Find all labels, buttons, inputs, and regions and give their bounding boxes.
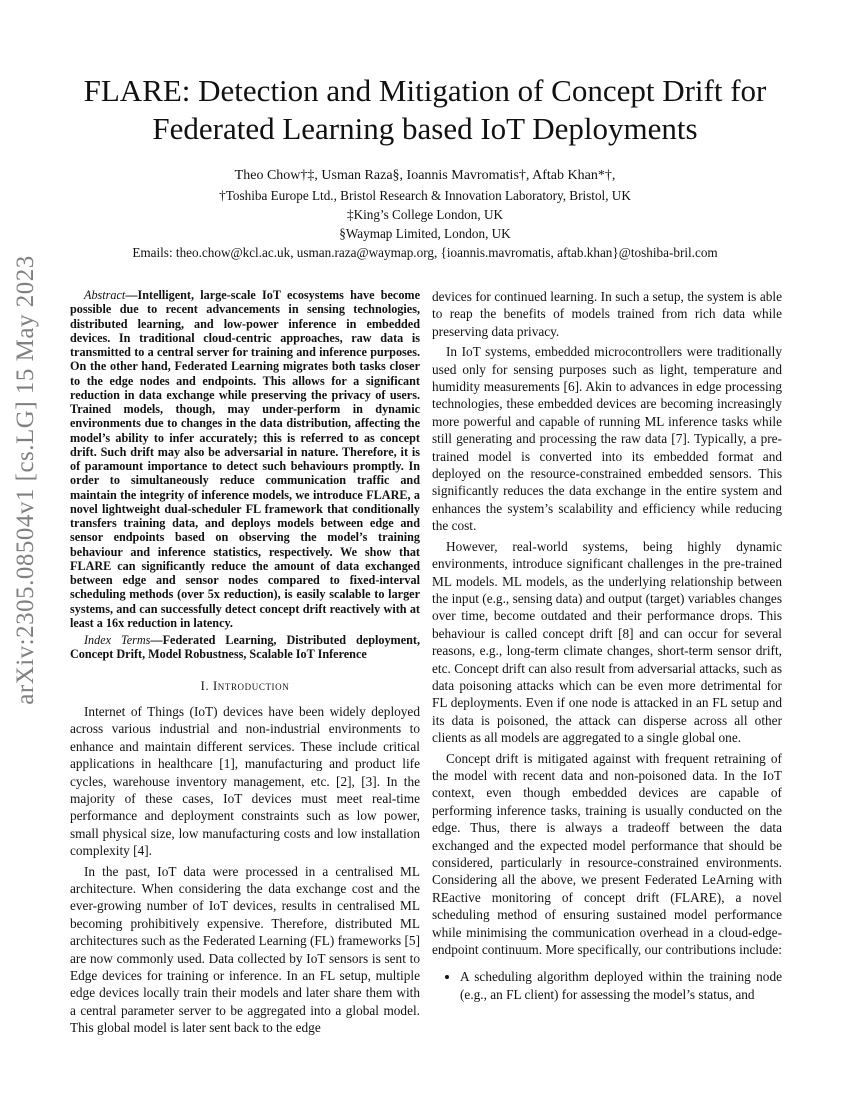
body-paragraph: However, real-world systems, being highly dynamic environments, introduce significant challenges in the pre-trained ML models. ML models, as the underlying relationship between the input (e.g., sensing data) and output (target) variables changes over time, become outdated and their performance drops. This behaviour is called concept drift [8] and can occur for several reasons, e.g., long-term climate changes, short-term sensor drift, etc. Concept drift can also result from adversarial attacks, such as data poisoning attacks which can be even more detrimental for FL deployments. Even if one node is attacked in an FL setup and its data is poisoned, the attack can disperse across all other clients as all models are aggregated to a single global one.: [432, 538, 782, 746]
affiliation-kcl: ‡King’s College London, UK: [346, 207, 504, 222]
author-block: [60, 166, 790, 262]
body-paragraph: Concept drift is mitigated against with frequent retraining of the model with recent data and non-poisoned data. In the IoT context, even though embedded devices are capable of performing inference tasks, training is usually conducted on the edge. Thus, there is always a tradeoff between the data exchanged and the expected model performance that should be considered, particularly in resource-constrained environments. Considering all the above, we present Federated LeArning with REactive monitoring of concept drift (FLARE), a novel scheduling method of ensuring sustained model performance while minimising the communication overhead in a cloud-edge-endpoint continuum. More specifically, our contributions include:: [432, 750, 782, 958]
right-column: [432, 288, 782, 1003]
index-terms: [70, 633, 420, 662]
left-column: [70, 288, 420, 1037]
arxiv-identifier: [4, 255, 48, 705]
abstract-label: Abstract: [84, 288, 126, 302]
intro-paragraph: Internet of Things (IoT) devices have been widely deployed across various industrial and non-industrial environments to enhance and maintain different services. These include critical applications in healthcare [1], manufacturing and product life cycles, warehouse inventory management, etc. [2], [3]. In the majority of these cases, IoT devices must meet real-time performance and deployment constraints such as low power, small physical size, low manufacturing costs and low installation complexity [4].: [70, 703, 420, 859]
index-terms-text: —Federated Learning, Distributed deployment, Concept Drift, Model Robustness, Scalable IoT Inference: [70, 633, 420, 662]
continued-paragraph: devices for continued learning. In such a setup, the system is able to reap the benefits of models trained from rich data while preserving data privacy.: [432, 289, 782, 339]
intro-paragraph: In the past, IoT data were processed in a centralised ML architecture. When considering the data exchange cost and the ever-growing number of IoT devices, results in centralised ML becoming prohibitively expensive. Therefore, distributed ML architectures such as the Federated Learning (FL) frameworks [5] are now commonly used. Data collected by IoT sensors is sent to Edge devices for training or inference. In an FL setup, multiple edge devices locally train their models and later share them with a central parameter server to be aggregated into a global model. This global model is later sent back to the edge: [70, 863, 421, 1036]
affiliation-toshiba: †Toshiba Europe Ltd., Bristol Research & Innovation Laboratory, Bristol, UK: [219, 188, 631, 203]
abstract-text: —Intelligent, large-scale IoT ecosystems have become possible due to recent advancements in sensing technologies, distributed learning, and low-power inference in embedded devices. In traditional cloud-centric approaches, raw data is transmitted to a central server for training and inference purposes. On the other hand, Federated Learning migrates both tasks closer to the edge nodes and endpoints. This allows for a significant reduction in data exchange while preserving the privacy of users. Trained models, though, may under-perform in dynamic environments due to changes in the data distribution, affecting the model’s ability to infer accurately; this is referred to as concept drift. Such drift may also be adversarial in nature. Therefore, it is of paramount importance to detect such behaviours promptly. In order to simultaneously reduce communication traffic and maintain the integrity of inference models, we introduce FLARE, a novel lightweight dual-scheduler FL framework that conditionally transfers training data, and deploys models between edge and sensor endpoints based on observing the model’s training behaviour and inference statistics, respectively. We show that FLARE can significantly reduce the amount of data exchanged between edge and sensor nodes compared to fixed-interval scheduling methods (over 5x reduction), is easily scalable to larger systems, and can successfully detect concept drift reactively with at least a 16x reduction in latency.: [70, 288, 420, 630]
abstract: [70, 288, 420, 630]
contributions-list: [432, 968, 782, 1003]
author-emails: Emails: theo.chow@kcl.ac.uk, usman.raza@waymap.org, {ioannis.mavromatis, aftab.khan}@toshiba-bril.com: [132, 245, 718, 260]
paper-title: FLARE: Detection and Mitigation of Concept Drift for Federated Learning based IoT Deployments: [83, 73, 767, 146]
author-list: Theo Chow†‡, Usman Raza§, Ioannis Mavromatis†, Aftab Khan*†,: [234, 168, 616, 183]
index-terms-label: Index Terms: [84, 633, 151, 647]
body-paragraph: In IoT systems, embedded microcontrollers were traditionally used only for sensing purposes such as light, temperature and humidity measurements [6]. Akin to advances in edge processing technologies, these embedded devices are becoming increasingly more powerful and capable of running ML inference tasks while still generating and processing the raw data [7]. Typically, a pre-trained model is converted into its embedded format and deployed on the resource-constrained embedded sensors. This significantly reduces the data exchange in the entire system and enhances the system’s scalability and efficiency while reducing the cost.: [432, 344, 782, 534]
list-item: • A scheduling algorithm deployed within the training node (e.g., an FL client) for assessing the model’s status, and: [460, 968, 782, 1003]
section-heading-introduction: I. Introduction: [200, 678, 290, 693]
affiliation-waymap: §Waymap Limited, London, UK: [339, 226, 511, 241]
arxiv-identifier-text: arXiv:2305.08504v1 [cs.LG] 15 May 2023: [12, 255, 39, 705]
